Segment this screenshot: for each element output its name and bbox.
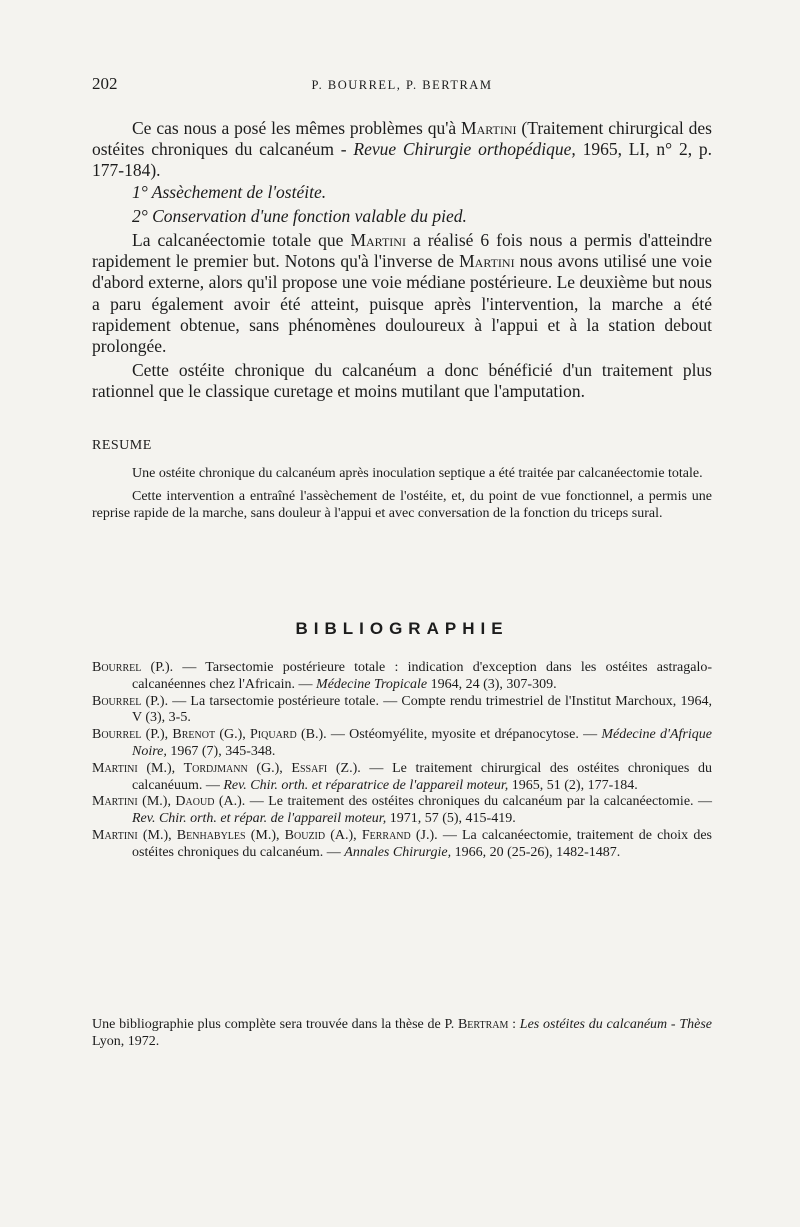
entry-ref: 1964, 24 (3), 307-309. xyxy=(427,676,557,692)
entry-authors: Bourrel (P.). xyxy=(92,660,174,675)
text-run: (Traitement chirurgical des ostéites chroniques du calcanéum - xyxy=(92,118,712,160)
entry-ref: 1971, 57 (5), 415-419. xyxy=(386,811,516,827)
entry-journal: Médecine Tropicale xyxy=(316,676,428,692)
text-run: a réalisé 6 fois nous a permis d'atteindre rapidement le premier but. Notons qu'à l'inverse de xyxy=(92,230,712,272)
entry-ref: 1966, 20 (25-26), 1482-1487. xyxy=(451,844,621,860)
thesis-title: Les ostéites du calcanéum - Thèse xyxy=(519,1017,712,1032)
entry-authors: Martini (M.), Benhabyles (M.), Bouzid (A.), Ferrand (J.). xyxy=(92,827,438,843)
body-paragraph-4 xyxy=(92,230,712,357)
text-run: Lyon, 1972. xyxy=(92,1034,160,1049)
body-paragraph-2 xyxy=(92,182,712,203)
body-text xyxy=(92,118,712,403)
bibliography-entry xyxy=(92,761,712,795)
bibliography-entry xyxy=(92,694,712,728)
text-run: nous avons utilisé une voie d'abord externe, alors qu'il propose une voie médiane postérieure. Le deuxième but nous a paru également avoir été atteint, puisque après l'intervention, la marche a été rapidement obtenue, sans phénomènes douloureux à l'appui et à la station debout prolongée. xyxy=(92,251,712,357)
body-paragraph-3 xyxy=(92,206,712,227)
bibliography-list xyxy=(92,660,712,862)
bibliography-entry xyxy=(92,727,712,761)
page-number: 202 xyxy=(92,74,118,93)
entry-journal: Rev. Chir. orth. et répar. de l'appareil moteur, xyxy=(132,811,387,827)
author-name: Martini xyxy=(350,230,406,251)
bibliography-entry xyxy=(92,794,712,828)
resume-paragraph-1: Une ostéite chronique du calcanéum après inoculation septique a été traitée par calcanéectomie totale. xyxy=(132,466,703,481)
entry-text: — Tarsectomie postérieure totale : indication d'exception dans les ostéites astragalo-calcanéennes chez l'Africain. — xyxy=(132,660,712,692)
text-run: 1° Assèchement de l'ostéite. xyxy=(132,181,327,202)
body-paragraph-5: Cette ostéite chronique du calcanéum a donc bénéficié d'un traitement plus rationnel que le classique curetage et moins mutilant que l'amputation. xyxy=(92,360,712,402)
text-run: Ce cas nous a posé les mêmes problèmes qu'à xyxy=(132,118,462,138)
journal-title: Revue Chirurgie orthopédique, xyxy=(353,139,576,160)
entry-authors: Martini (M.), Tordjmann (G.), Essafi (Z.). xyxy=(92,760,361,776)
entry-text: — La tarsectomie postérieure totale. — Compte rendu trimestriel de l'Institut Marchoux, 1964, V (3), 3-5. xyxy=(132,693,712,726)
closing-note-text xyxy=(92,1016,712,1050)
entry-text: — Le traitement chirurgical des ostéites chroniques du calcanéuum. — xyxy=(132,760,712,793)
text-run: 1965, LI, n° 2, p. 177-184). xyxy=(92,139,712,181)
entry-authors: Bourrel (P.). xyxy=(92,693,169,709)
text-run: 2° Conservation d'une fonction valable du pied. xyxy=(132,205,467,226)
running-head: P. BOURREL, P. BERTRAM xyxy=(311,78,493,92)
bibliography-entry xyxy=(92,828,712,862)
body-paragraph-1 xyxy=(92,118,712,182)
entry-journal: Annales Chirurgie, xyxy=(344,844,452,860)
resume-section xyxy=(92,465,712,528)
closing-note xyxy=(92,1016,712,1050)
entry-authors: Bourrel (P.), Brenot (G.), Piquard (B.). xyxy=(92,727,327,743)
entry-ref: 1965, 51 (2), 177-184. xyxy=(508,777,638,793)
entry-authors: Martini (M.), Daoud (A.). xyxy=(92,794,246,810)
author-name: Martini xyxy=(461,118,517,138)
author-name: Martini xyxy=(459,251,515,272)
entry-text: — Ostéomyélite, myosite et drépanocytose. — xyxy=(326,727,602,743)
entry-text: — Le traitement des ostéites chroniques du calcanéum par la calcanéectomie. — xyxy=(245,794,712,810)
entry-journal: Médecine d'Afrique Noire, xyxy=(132,727,712,759)
author-name: Bertram xyxy=(457,1017,509,1032)
resume-heading: RESUME xyxy=(92,438,152,453)
page-header xyxy=(92,74,712,98)
bibliography-entry xyxy=(92,660,712,694)
entry-text: — La calcanéectomie, traitement de choix des ostéites chroniques du calcanéum. — xyxy=(132,827,712,860)
entry-journal: Rev. Chir. orth. et réparatrice de l'appareil moteur, xyxy=(223,777,509,793)
bibliography-heading: BIBLIOGRAPHIE xyxy=(295,619,509,638)
entry-ref: 1967 (7), 345-348. xyxy=(166,743,276,759)
text-run: Une bibliographie plus complète sera trouvée dans la thèse de P. xyxy=(92,1017,458,1032)
resume-paragraph-2: Cette intervention a entraîné l'assèchement de l'ostéite, et, du point de vue fonctionnel, a permis une reprise rapide de la marche, sans douleur à l'appui et avec conversation de la fonction du triceps sural. xyxy=(92,489,712,521)
text-run: La calcanéectomie totale que xyxy=(132,230,351,251)
text-run: : xyxy=(508,1017,520,1032)
